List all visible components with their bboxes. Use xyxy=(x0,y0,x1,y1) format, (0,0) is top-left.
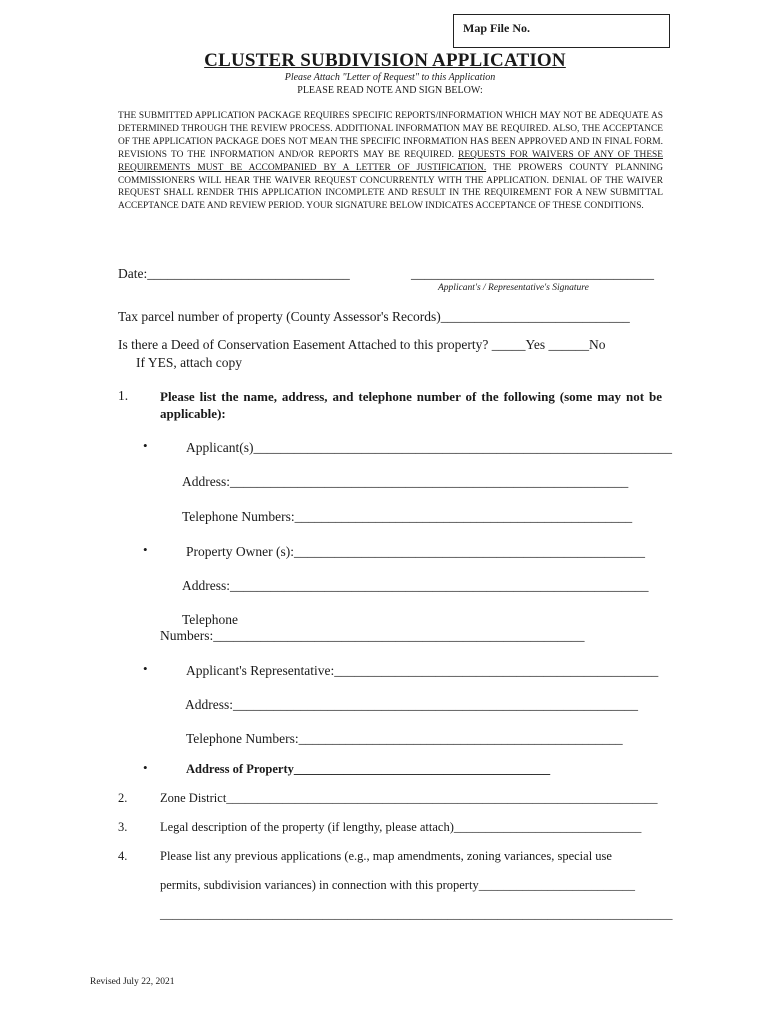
bullet-icon: • xyxy=(143,438,148,453)
date-field[interactable]: Date:______________________________ xyxy=(118,266,350,281)
representative-address-field[interactable]: Address:____________________________________________________________ xyxy=(185,697,638,712)
signature-caption: Applicant's / Representative's Signature xyxy=(438,283,589,293)
item-2-number: 2. xyxy=(118,791,128,805)
previous-applications-label: Please list any previous applications (e.g., map amendments, zoning variances, special use xyxy=(160,849,612,863)
notice-waiver-requirement: REQUESTS FOR WAIVERS OF ANY OF THESE REQUIREMENTS MUST BE ACCOMPANIED BY A LETTER OF JUSTIFICATION. xyxy=(118,149,663,173)
owner-phone-field[interactable]: Numbers:_______________________________________________________ xyxy=(160,628,585,643)
applicant-phone-field[interactable]: Telephone Numbers:__________________________________________________ xyxy=(182,509,633,524)
read-note: PLEASE READ NOTE AND SIGN BELOW: xyxy=(297,85,483,96)
tax-parcel-field[interactable]: Tax parcel number of property (County Assessor's Records)____________________________ xyxy=(118,309,630,324)
notice-paragraph xyxy=(118,110,663,213)
representative-field[interactable]: Applicant's Representative:________________________________________________ xyxy=(186,663,659,678)
owner-field[interactable]: Property Owner (s):____________________________________________________ xyxy=(186,544,645,559)
applicant-field[interactable]: Applicant(s)______________________________________________________________ xyxy=(186,440,672,455)
deed-note: If YES, attach copy xyxy=(136,355,242,370)
representative-phone-field[interactable]: Telephone Numbers:________________________________________________ xyxy=(186,731,623,746)
legal-description-field[interactable]: Legal description of the property (if lengthy, please attach)______________________________ xyxy=(160,820,642,834)
attach-note: Please Attach "Letter of Request" to this Application xyxy=(284,72,496,83)
map-file-label: Map File No. xyxy=(463,21,530,35)
previous-applications-extra-line[interactable]: __________________________________________________________________________________ xyxy=(160,907,673,921)
owner-address-field[interactable]: Address:______________________________________________________________ xyxy=(182,578,649,593)
applicant-address-field[interactable]: Address:___________________________________________________________ xyxy=(182,474,629,489)
notice-part1: THE SUBMITTED APPLICATION PACKAGE REQUIRES SPECIFIC REPORTS/INFORMATION WHICH MAY NOT BE ADEQUATE AS DETERMINED THROUGH THE REVIEW PROCESS. ADDITIONAL INFORMATION MAY BE REQUIRED. ALSO, THE ACCEPTANCE OF THE APPLICATION PACKAGE DOES NOT MEAN THE SPECIFIC INFORMATION HAS BEEN APPROVED AND IN FINAL FORM. REVISIONS TO THE INFORMATION AND/OR REPORTS MAY BE REQUIRED. xyxy=(118,111,663,160)
bullet-icon: • xyxy=(143,542,148,557)
bullet-icon: • xyxy=(143,661,148,676)
revision-date: Revised July 22, 2021 xyxy=(90,977,175,987)
signature-line[interactable]: ____________________________________ xyxy=(411,266,654,281)
section-1-heading: Please list the name, address, and telephone number of the following (some may not be applicable): xyxy=(160,389,662,421)
item-4-number: 4. xyxy=(118,849,128,863)
zone-district-field[interactable]: Zone District_____________________________________________________________________ xyxy=(160,791,658,805)
owner-phone-label: Telephone xyxy=(182,612,239,627)
bullet-icon: • xyxy=(143,760,148,775)
deed-question[interactable]: Is there a Deed of Conservation Easement Attached to this property? _____Yes ______No xyxy=(118,337,606,352)
map-file-box[interactable] xyxy=(453,14,670,48)
page-title: CLUSTER SUBDIVISION APPLICATION xyxy=(204,50,566,71)
section-1-number: 1. xyxy=(118,388,129,403)
previous-applications-field[interactable]: permits, subdivision variances) in connection with this property_________________________ xyxy=(160,878,635,892)
item-3-number: 3. xyxy=(118,820,128,834)
property-address-field[interactable]: Address of Property_________________________________________ xyxy=(186,762,551,776)
notice-part2: THE PROWERS COUNTY PLANNING COMMISSIONERS WILL HEAR THE WAIVER REQUEST CONCURRENTLY WITH THE APPLICATION. DENIAL OF THE WAIVER REQUEST SHALL RENDER THIS APPLICATION INCOMPLETE AND RESULT IN THE REQUIREMENT FOR A NEW SUBMITTAL ACCEPTANCE DATE AND REVIEW PERIOD. YOUR SIGNATURE BELOW INDICATES ACCEPTANCE OF THESE CONDITIONS. xyxy=(118,162,663,212)
